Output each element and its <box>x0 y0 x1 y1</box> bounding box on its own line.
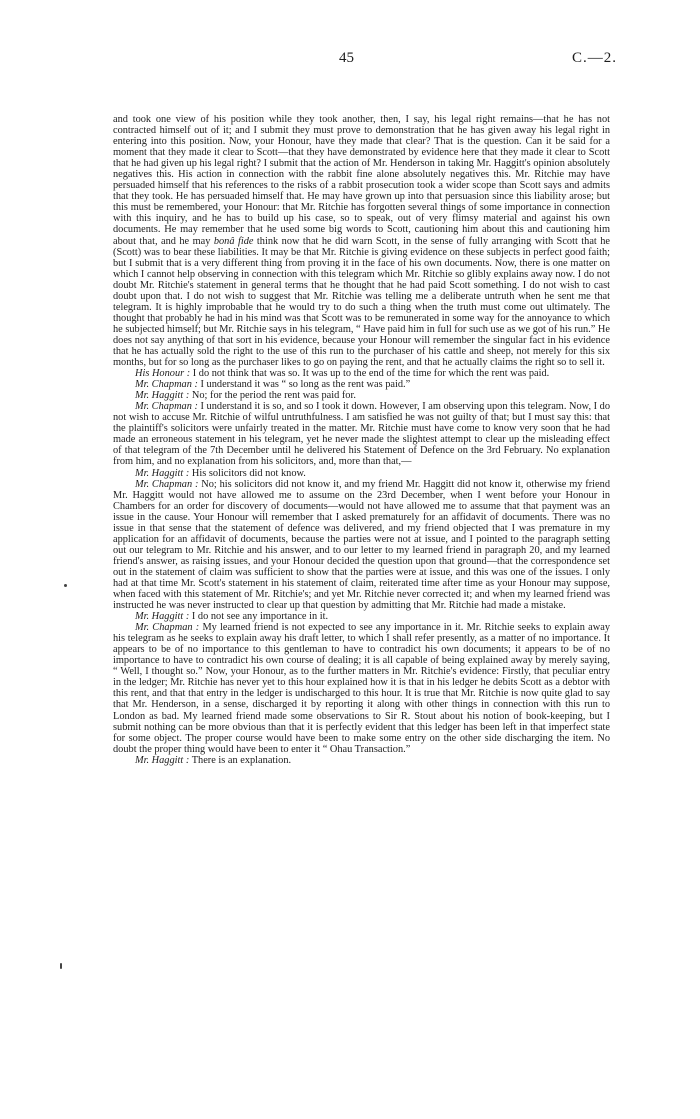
paragraph-text: His solicitors did not know. <box>189 467 306 479</box>
speaker-name: Mr. Chapman : <box>135 379 198 391</box>
paragraph-text: No; his solicitors did not know it, and my friend Mr. Haggitt did not know it, otherwise my friend Mr. Haggitt would not have allowed me to assume on the 23rd December, when I went before your Honour in Chambers for an order for discovery of documents—would not have allowed me to assume that that payment was an issue in the cause. Your Honour will remember that I asked prematurely for an affidavit of documents. There was no issue in that sense that the statement of defence was delivered, and my friend objected that I was premature in my application for an affidavit of documents, because the parties were not at issue, and I pointed to the paragraph setting out our telegram to Mr. Ritchie and his answer, and to our letter to my learned friend in paragraph 20, and my learned friend's answer, as raising issues, and your Honour decided the question upon that ground—that the correspondence set out in the statement of claim was sufficient to show that the parties were at issue, and this was one of the issues. I only had at that time Mr. Scott's statement in his statement of claim, reiterated time after time as your Honour may suppose, when faced with this statement of Mr. Ritchie's; and yet Mr. Ritchie never corrected it; and when my learned friend was instructed he was never instructed to clear up that question by admitting that Mr. Ritchie had made a mistake. <box>113 478 610 612</box>
paragraph-text: My learned friend is not expected to see any importance in it. Mr. Ritchie seeks to explain away his telegram as he seeks to explain away his draft letter, to which I shall refer presently, as a matter of no importance. It appears to be of no importance to this gentleman to have to contradict his own documents; it appears to be of no importance to have to contradict his own course of dealing; it is all capable of being explained away by merely saying, “ Well, I thought so.” Now, your Honour, as to the further matters in Mr. Ritchie's evidence: Firstly, that peculiar entry in the ledger; Mr. Ritchie has never yet to this hour explained how it is that in his ledger he debits Scott as a debtor with this rent, and that that entry in the ledger is undischarged to this hour. It is true that Mr. Ritchie is now quite glad to say that Mr. Henderson, in a sense, discharged it by reporting it along with other things in connection with this run to London as bad. My learned friend made some observations to Sir R. Stout about his notion of book-keeping, but I submit nothing can be more obvious than that it is perfectly evident that this ledger has been left in that imperfect state for some object. The proper course would have been to make some entry on the other side discharging the item. No doubt the proper thing would have been to enter it “ Ohau Transaction.” <box>113 622 611 755</box>
paragraph-text: I understand it was “ so long as the rent was paid.” <box>197 379 411 391</box>
speaker-name: Mr. Chapman : <box>135 401 198 413</box>
paragraph-text: No; for the period the rent was paid for. <box>189 390 356 402</box>
paragraph-text: I understand it is so, and so I took it down. However, I am observing upon this telegram. Now, I do not wish to accuse Mr. Ritchie of wilful untruthfulness. I am satisfied he was not guilty of that; but I must say this: that the plaintiff's solicitors were unfairly treated in the matter. Mr. Ritchie must have come to know very soon that he had made an erroneous statement in his telegram, yet he never made the slightest attempt to clear up the misleading effect of that telegram of the 7th December until he delivered his Statement of Defence on the 3rd February. No explanation from him, and no explanation from his solicitors, and, more than that,— <box>113 401 610 468</box>
paragraph-text: and took one view of his position while they took another, then, I say, his legal right remains—that he has not contracted himself out of it; and I submit they must prove to demonstration that he has given away his legal right in entering into this position. Now, your Honour, have they made that clear? That is the question. Can it be said for a moment that they made it clear to Scott—that they have demonstrated by evidence here that they made it clear to Scott that he had given up his legal right? I submit that the action of Mr. Henderson in taking Mr. Haggitt's opinion absolutely negatives this. His action in connection with the rabbit fine alone absolutely negatives this. Mr. Ritchie may have persuaded himself that his references to the risks of a rabbit prosecution took a wider scope than Scott says and admits that they took. He has persuaded himself that. He may have grown up into that persuasion since this liability arose; but this must be remembered, your Honour: that Mr. Ritchie has forgotten several things of some importance in connection with this inquiry, and he has to build up his case, so to speak, out of very flimsy material and against his own documents. He may remember that he used some big words to Scott, cautioning him about this and cautioning him about that, and he may <box>113 114 610 247</box>
paragraph-text: I do not think that was so. It was up to the end of the time for which the rent was paid. <box>190 368 550 380</box>
paragraph-4 <box>113 390 610 401</box>
paragraph-6 <box>113 468 610 479</box>
paragraph-text-continued: think now that he did warn Scott, in the sense of fully arranging with Scott that he (Scott) was to bear these liabilities. It may be that Mr. Ritchie is giving evidence on these subjects in perfect good faith; but I submit that is a very different thing from proving it in the face of his own documents. Now, there is one matter on which I cannot help observing in connection with this telegram which Mr. Ritchie so glibly explains away now. I do not doubt Mr. Ritchie's statement in general terms that he thought that he had paid Scott something. I do not wish to cast doubt upon that. I do not wish to suggest that Mr. Ritchie was telling me a deliberate untruth when he sent me that telegram. It is highly improbable that he would try to do such a thing when the truth must come out ultimately. The thought that probably he had in his mind was that Scott was to be remunerated in some way for the annoyance to which he subjected himself; but Mr. Ritchie says in his telegram, “ Have paid him in full for such use as we got of his run.” He does not say anything of that sort in his evidence, because your Honour will remember the singular fact in his evidence that he has actually sold the right to the use of this run to the purchaser of his cattle and sheep, not merely for this six months, but for so long as the purchaser likes to go on paying the rent, and that he actually claims the right so to sell it. <box>113 235 610 369</box>
speaker-name: Mr. Haggitt : <box>135 754 190 766</box>
speaker-name: Mr. Haggitt : <box>135 390 190 402</box>
italic-phrase: bonâ fide <box>213 235 254 247</box>
paragraph-text: I do not see any importance in it. <box>189 611 329 623</box>
paragraph-9 <box>113 622 610 755</box>
speaker-name: Mr. Haggitt : <box>135 611 190 623</box>
paragraph-1 <box>113 114 610 368</box>
page-number: 45 <box>339 50 354 66</box>
scan-speck <box>64 584 67 587</box>
speaker-name: Mr. Chapman : <box>135 622 200 634</box>
paragraph-7 <box>113 479 610 612</box>
paragraph-10 <box>113 755 610 766</box>
transcript-body <box>113 114 610 766</box>
document-reference: C.—2. <box>572 50 618 66</box>
page-header <box>0 50 700 70</box>
scan-speck <box>60 963 62 969</box>
paragraph-3 <box>113 379 610 390</box>
paragraph-5 <box>113 401 610 467</box>
paragraph-text: There is an explanation. <box>189 754 292 766</box>
speaker-name: Mr. Haggitt : <box>135 467 190 479</box>
paragraph-2 <box>113 368 610 379</box>
speaker-name: Mr. Chapman : <box>135 478 199 490</box>
paragraph-8 <box>113 611 610 622</box>
speaker-name: His Honour : <box>135 368 191 380</box>
